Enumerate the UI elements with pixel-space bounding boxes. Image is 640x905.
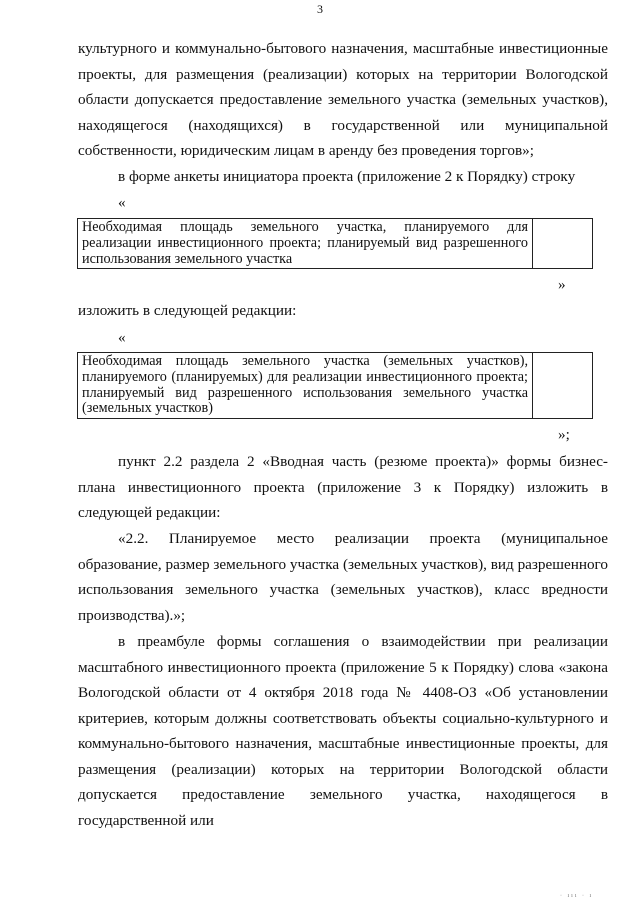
- open-quote-2: «: [118, 329, 126, 346]
- close-quote-1: »: [558, 276, 566, 293]
- paragraph-item-2-2: «2.2. Планируемое место реализации проекта (муниципальное образование, размер земельного участка (земельных участков), вид разрешенного использования земельного участка (земельных участков), класс вредности производства).»;: [78, 530, 608, 624]
- old-row-empty-cell: [533, 219, 593, 269]
- paragraph-initiator-form: в форме анкеты инициатора проекта (приложение 2 к Порядку) строку: [118, 168, 576, 185]
- scan-footer-marks: · ııı · ı: [560, 893, 594, 899]
- old-row-table: [77, 218, 593, 269]
- paragraph-business-plan: пункт 2.2 раздела 2 «Вводная часть (резюме проекта)» формы бизнес-плана инвестиционного проекта (приложение 3 к Порядку) изложить в следующей редакции:: [78, 453, 608, 521]
- paragraph-agreement-preamble: в преамбуле формы соглашения о взаимодействии при реализации масштабного инвестиционного проекта (приложение 5 к Порядку) слова «закона Вологодской области от 4 октября 2018 года № 4408-ОЗ «Об установлении критериев, которым должны соответствовать объекты социально-культурного и коммунально-бытового назначения, масштабные инвестиционные проекты, для размещения (реализации) которых на территории Вологодской области допускается предоставление земельного участка, находящегося в государственной или: [78, 633, 608, 829]
- old-row-text: Необходимая площадь земельного участка, планируемого для реализации инвестиционного проекта; планируемый вид разрешенного использования земельного участка: [78, 219, 533, 269]
- new-row-text: Необходимая площадь земельного участка (земельных участков), планируемого (планируемых) для реализации инвестиционного проекта; планируемый вид разрешенного использования земельного участка (земельных участков): [78, 353, 533, 419]
- table-row: [78, 219, 593, 269]
- open-quote-1: «: [118, 194, 126, 211]
- table-row: [78, 353, 593, 419]
- paragraph-new-edition-intro: изложить в следующей редакции:: [78, 302, 297, 319]
- paragraph-criteria-end: культурного и коммунально-бытового назначения, масштабные инвестиционные проекты, для размещения (реализации) которых на территории Вологодской области допускается предоставление земельного участка (земельных участков), находящегося (находящихся) в государственной или муниципальной собственности, юридическим лицам в аренду без проведения торгов»;: [78, 40, 608, 159]
- page-number: 3: [317, 2, 323, 16]
- close-quote-2: »;: [558, 426, 570, 443]
- new-row-table: [77, 352, 593, 419]
- new-row-empty-cell: [533, 353, 593, 419]
